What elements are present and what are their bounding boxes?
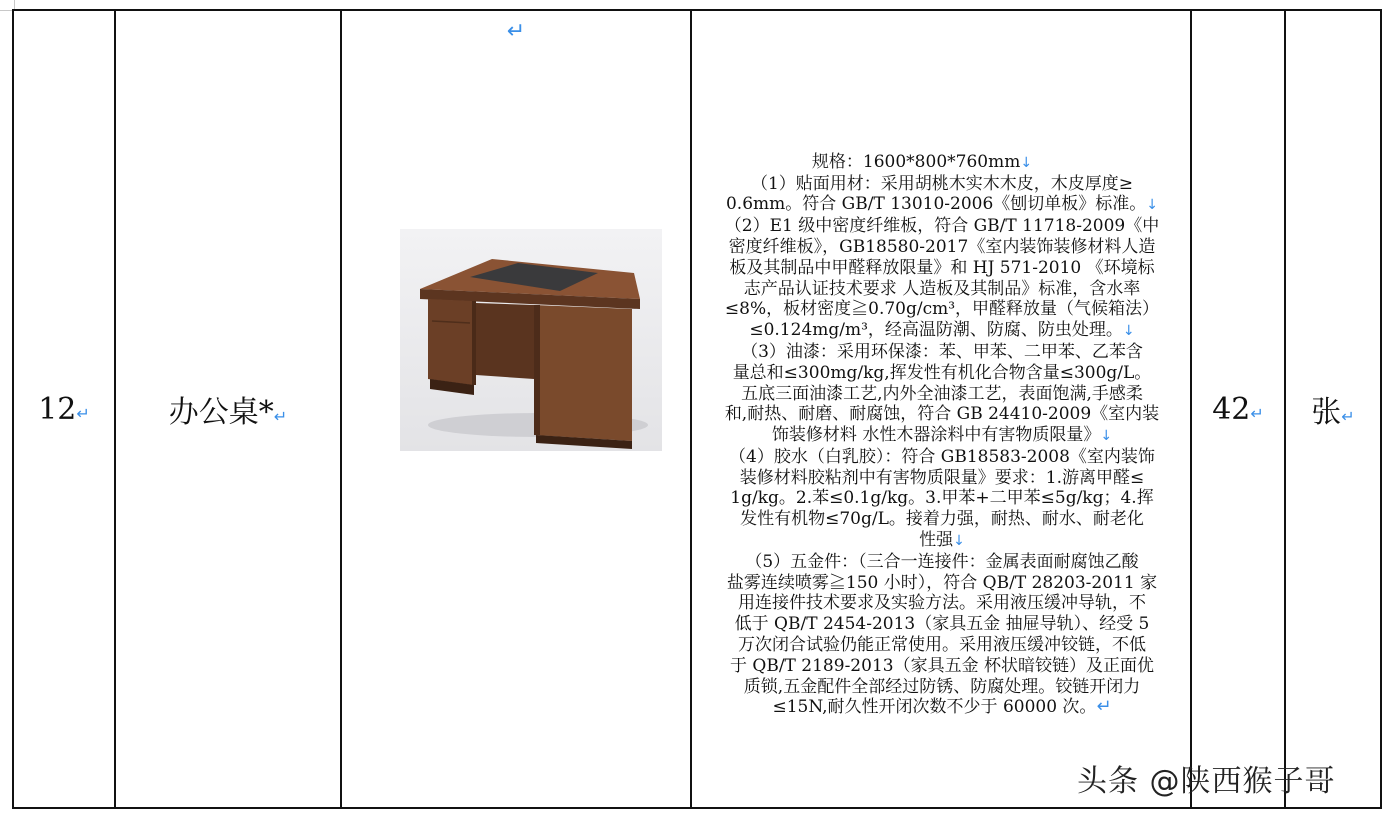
- watermark-text: 头条 @陕西猴子哥: [1077, 764, 1336, 799]
- specification-cell: [691, 10, 1191, 808]
- spec-line: 发性有机物≤70g/L。接着力强，耐热、耐水、耐老化: [740, 509, 1144, 530]
- spec-line: 量总和≤300mg/kg,挥发性有机化合物含量≤300g/L。: [732, 362, 1152, 383]
- line-break-icon: ↓: [1146, 197, 1159, 214]
- spec-line: 于 QB/T 2189-2013（家具五金 杯状暗铰链）及正面优: [730, 655, 1154, 676]
- spec-line: 性强↓: [919, 530, 965, 551]
- office-desk-image: [400, 229, 662, 451]
- spec-line: 盐雾连续喷雾≧150 小时），符合 QB/T 28203-2011 家: [726, 572, 1158, 593]
- paragraph-mark-icon: ↵: [1096, 696, 1112, 718]
- item-number: 12: [38, 391, 77, 427]
- spec-line: 和,耐热、耐磨、耐腐蚀，符合 GB 24410-2009《室内装: [724, 404, 1160, 425]
- unit-value: 张: [1311, 395, 1342, 430]
- spec-line: 五底三面油漆工艺,内外全油漆工艺，表面饱满,手感柔: [741, 383, 1143, 404]
- table-row: [13, 10, 1381, 808]
- item-name-cell: [115, 10, 341, 808]
- spec-line: 0.6mm。符合 GB/T 13010-2006《刨切单板》标准。↓: [725, 194, 1159, 215]
- product-spec-table: [12, 9, 1382, 809]
- spec-line: （4）胶水（白乳胶）：符合 GB18583-2008《室内装饰: [729, 446, 1155, 467]
- spec-line: 板及其制品中甲醛释放限量》和 HJ 571-2010 《环境标: [729, 257, 1155, 278]
- item-name: 办公桌*: [168, 395, 274, 430]
- paragraph-mark-icon: ↵: [1250, 403, 1264, 423]
- paragraph-mark-icon: ↵: [273, 407, 288, 426]
- spec-line: ≤8%，板材密度≧0.70g/cm³，甲醛释放量（气候箱法）: [724, 299, 1160, 320]
- paragraph-mark-icon: ↵: [506, 19, 526, 44]
- item-number-cell: [13, 10, 115, 808]
- line-break-icon: ↓: [1020, 154, 1033, 171]
- spec-line: 密度纤维板》，GB18580-2017《室内装饰装修材料人造: [728, 236, 1156, 257]
- specification-text: [692, 100, 1190, 719]
- line-break-icon: ↓: [1100, 428, 1113, 445]
- paragraph-mark-icon: ↵: [1341, 407, 1355, 426]
- spec-line: 饰装修材料 水性木器涂料中有害物质限量》↓: [771, 425, 1113, 446]
- spec-size-line: 规格：1600*800*760mm↓: [811, 151, 1033, 172]
- product-image-cell: [341, 10, 691, 808]
- office-desk-illustration: [400, 229, 662, 451]
- spec-line: 志产品认证技术要求 人造板及其制品》标准，含水率: [743, 278, 1141, 299]
- spec-line: （5）五金件：（三合一连接件：金属表面耐腐蚀乙酸: [745, 551, 1139, 572]
- spec-line: （1）贴面用材：采用胡桃木实木木皮，木皮厚度≥: [750, 173, 1134, 194]
- spec-line: ≤0.124mg/m³，经高温防潮、防腐、防虫处理。↓: [749, 320, 1135, 341]
- spec-line: ≤15N,耐久性开闭次数不少于 60000 次。↵: [772, 696, 1112, 718]
- spec-line: （3）油漆：采用环保漆：苯、甲苯、二甲苯、乙苯含: [741, 341, 1143, 362]
- line-break-icon: ↓: [953, 533, 965, 550]
- spec-line: 装修材料胶粘剂中有害物质限量》要求：1.游离甲醛≤: [739, 467, 1145, 488]
- spec-line: 用连接件技术要求及实验方法。采用液压缓冲导轨，不: [738, 593, 1146, 614]
- quantity-value: 42: [1212, 391, 1251, 427]
- paragraph-mark-icon: ↵: [76, 403, 90, 423]
- spec-line: 万次闭合试验仍能正常使用。采用液压缓冲铰链，不低: [738, 635, 1146, 656]
- unit-cell: [1285, 10, 1381, 808]
- spec-line: 质锁,五金配件全部经过防锈、防腐处理。铰链开闭力: [743, 676, 1141, 697]
- spec-line: 1g/kg。2.苯≤0.1g/kg。3.甲苯+二甲苯≤5g/kg；4.挥: [730, 488, 1154, 509]
- spec-line: （2）E1 级中密度纤维板，符合 GB/T 11718-2009《中: [724, 216, 1160, 237]
- line-break-icon: ↓: [1122, 323, 1135, 340]
- quantity-cell: [1191, 10, 1285, 808]
- spec-line: 低于 QB/T 2454-2013（家具五金 抽屉导轨）、经受 5: [734, 614, 1150, 635]
